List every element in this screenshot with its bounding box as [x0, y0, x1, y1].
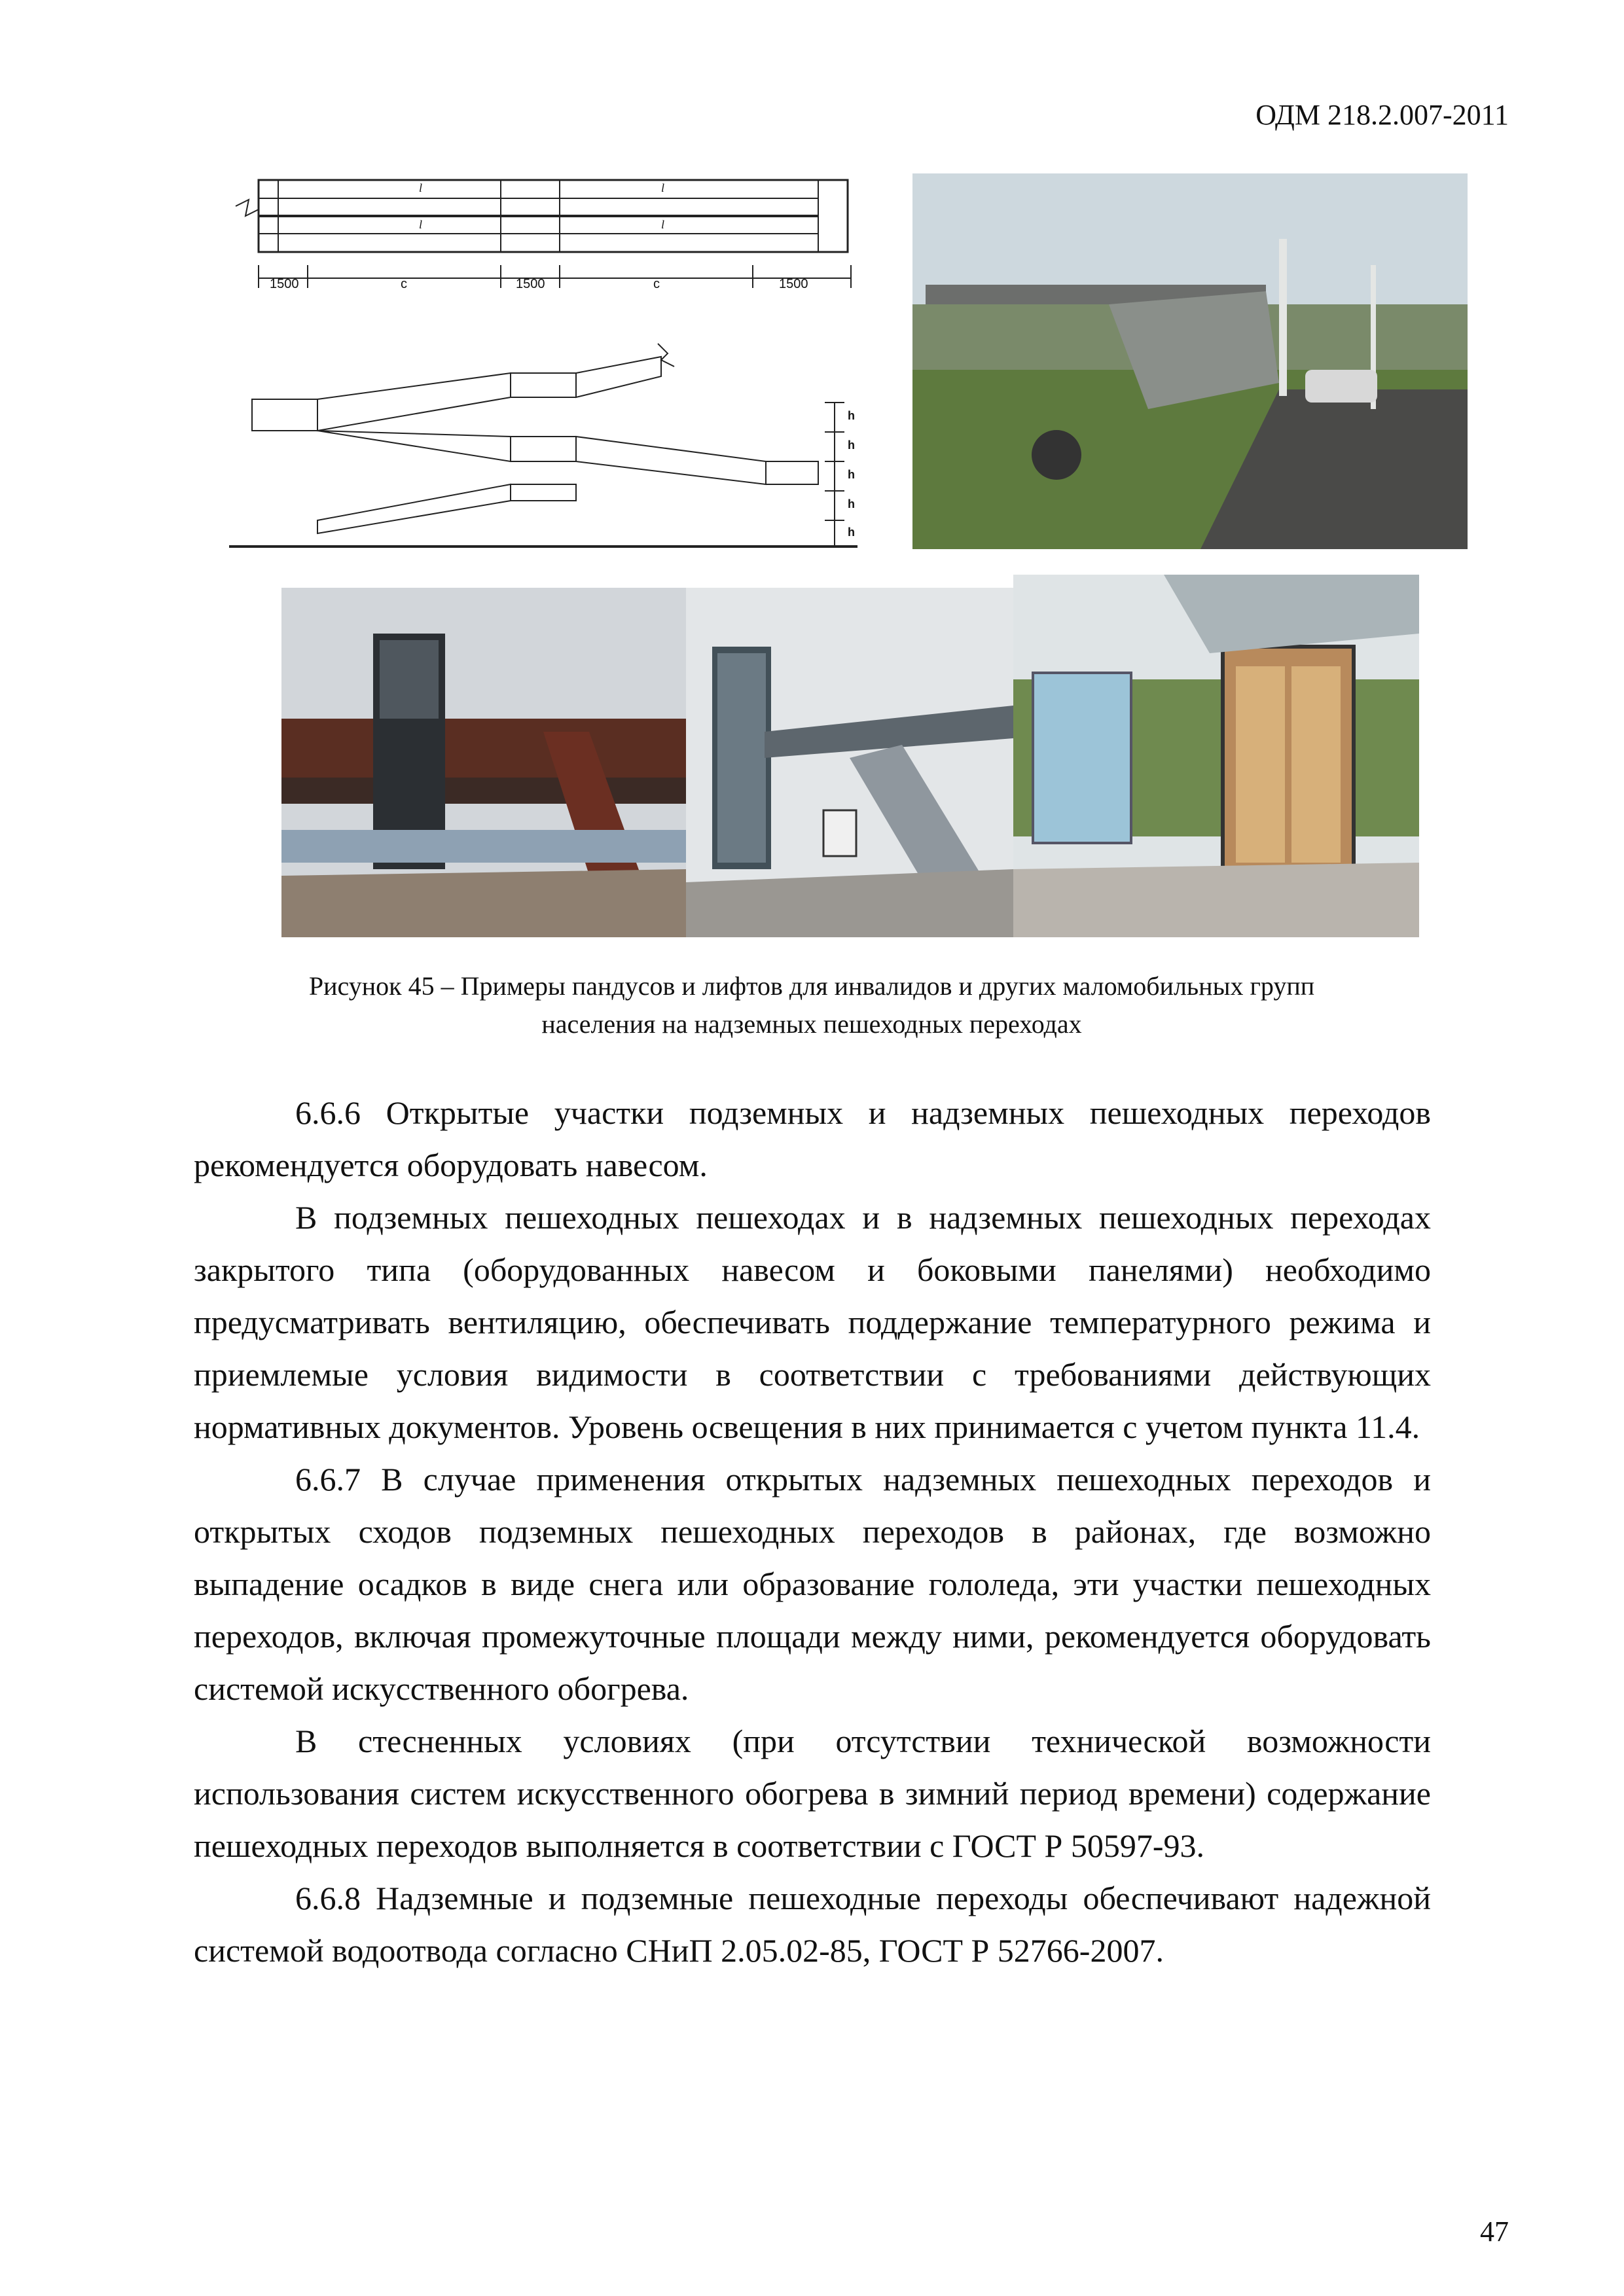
h-label-1: h	[848, 409, 855, 422]
dim-label-1500-c: 1500	[779, 277, 808, 291]
page-number: 47	[1480, 2215, 1509, 2248]
dim-label-1500-a: 1500	[270, 277, 299, 291]
paragraph-constrained-conditions: В стесненных условиях (при отсутствии технической возможности использования систем искусственного обогрева в зимний период времени) содержание пешеходных переходов выполняется в соответствии с ГОСТ Р 50597-93.	[194, 1723, 1431, 1864]
h-label-5: h	[848, 526, 855, 539]
figure-caption	[164, 967, 1460, 1043]
span-label-4: l	[661, 218, 665, 231]
document-code: ОДМ 218.2.007-2011	[1255, 99, 1509, 131]
caption-line-2: населения на надземных пешеходных переходах	[541, 1009, 1082, 1039]
elevator-tower-photo-1	[281, 588, 686, 937]
caption-line-1: Рисунок 45 – Примеры пандусов и лифтов для инвалидов и других маломобильных групп	[308, 971, 1315, 1001]
span-label-3: l	[419, 218, 423, 231]
body-text	[194, 1086, 1431, 1977]
dim-label-c-b: c	[653, 277, 660, 291]
span-label-2: l	[661, 181, 665, 194]
h-label-3: h	[848, 468, 855, 481]
elevator-entrance-photo	[1013, 575, 1419, 937]
h-label-4: h	[848, 497, 855, 511]
paragraph-6-6-7: 6.6.7 В случае применения открытых надземных пешеходных переходов и открытых сходов подземных пешеходных переходов в районах, где возможно выпадение осадков в виде снега или образование гололеда, эти участки пешеходных переходов, включая промежуточные площади между ними, рекомендуется оборудовать системой искусственного обогрева.	[194, 1461, 1431, 1707]
ramp-drawing	[229, 167, 857, 550]
dim-label-c-a: c	[401, 277, 407, 291]
h-label-2: h	[848, 439, 855, 452]
dim-label-1500-b: 1500	[516, 277, 545, 291]
paragraph-ventilation: В подземных пешеходных пешеходах и в надземных пешеходных переходах закрытого типа (оборудованных навесом и боковыми панелями) необходимо предусматривать вентиляцию, обеспечивать поддержание температурного режима и приемлемые условия видимости в соответствии с требованиями действующих нормативных документов. Уровень освещения в них принимается с учетом пункта 11.4.	[194, 1199, 1431, 1445]
paragraph-6-6-8: 6.6.8 Надземные и подземные пешеходные переходы обеспечивают надежной системой водоотвода согласно СНиП 2.05.02-85, ГОСТ Р 52766-2007.	[194, 1880, 1431, 1969]
paragraph-6-6-6: 6.6.6 Открытые участки подземных и надземных пешеходных переходов рекомендуется оборудовать навесом.	[194, 1094, 1431, 1183]
ramp-bridge-photo	[912, 173, 1468, 549]
elevator-tower-photo-2	[686, 588, 1013, 937]
span-label-1: l	[419, 181, 423, 194]
